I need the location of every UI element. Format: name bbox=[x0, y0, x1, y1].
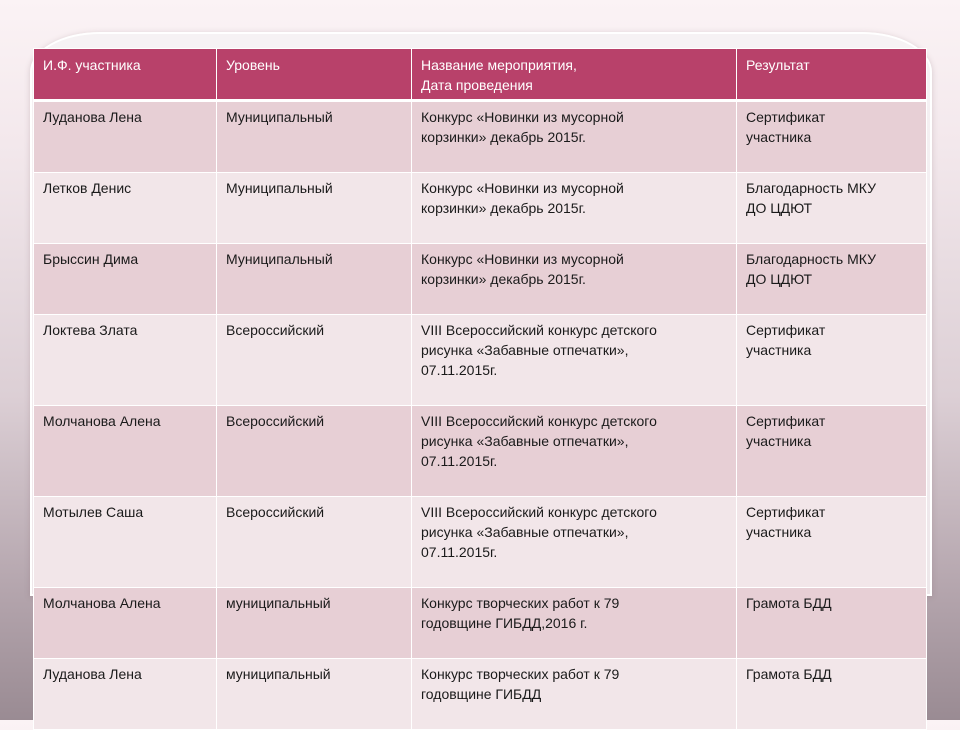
header-participant-name: И.Ф. участника bbox=[34, 49, 217, 101]
cell-participant-name: Молчанова Алена bbox=[34, 406, 217, 497]
cell-result-line: Сертификат bbox=[746, 413, 826, 429]
cell-event bbox=[412, 497, 737, 588]
cell-event-line: рисунка «Забавные отпечатки», bbox=[421, 524, 629, 540]
cell-participant-name: Луданова Лена bbox=[34, 101, 217, 173]
header-event-name-date bbox=[412, 49, 737, 101]
cell-result-line: участника bbox=[746, 129, 812, 145]
cell-participant-name: Локтева Злата bbox=[34, 315, 217, 406]
cell-result-line: Сертификат bbox=[746, 109, 826, 125]
cell-event-line: корзинки» декабрь 2015г. bbox=[421, 271, 586, 287]
cell-result bbox=[737, 497, 927, 588]
cell-level: Муниципальный bbox=[217, 101, 412, 173]
cell-participant-name: Мотылев Саша bbox=[34, 497, 217, 588]
cell-event bbox=[412, 173, 737, 244]
cell-level: муниципальный bbox=[217, 588, 412, 659]
cell-level: Муниципальный bbox=[217, 173, 412, 244]
cell-level: Всероссийский bbox=[217, 406, 412, 497]
cell-event-line: рисунка «Забавные отпечатки», bbox=[421, 433, 629, 449]
cell-result bbox=[737, 588, 927, 659]
cell-result bbox=[737, 173, 927, 244]
cell-result bbox=[737, 315, 927, 406]
table-row bbox=[34, 244, 927, 315]
awards-table-container bbox=[33, 48, 926, 702]
cell-result bbox=[737, 659, 927, 730]
cell-event bbox=[412, 101, 737, 173]
cell-participant-name: Брыссин Дима bbox=[34, 244, 217, 315]
cell-event-line: 07.11.2015г. bbox=[421, 544, 498, 560]
cell-event-line: VIII Всероссийский конкурс детского bbox=[421, 504, 657, 520]
awards-table bbox=[33, 48, 927, 730]
table-row bbox=[34, 315, 927, 406]
cell-level: Муниципальный bbox=[217, 244, 412, 315]
cell-result-line: Благодарность МКУ bbox=[746, 180, 876, 196]
cell-event-line: Конкурс творческих работ к 79 bbox=[421, 666, 620, 682]
cell-level: Всероссийский bbox=[217, 315, 412, 406]
cell-level: Всероссийский bbox=[217, 497, 412, 588]
cell-event bbox=[412, 244, 737, 315]
cell-result bbox=[737, 101, 927, 173]
cell-participant-name: Молчанова Алена bbox=[34, 588, 217, 659]
header-event-line-1: Название мероприятия, bbox=[421, 57, 577, 73]
cell-event-line: Конкурс «Новинки из мусорной bbox=[421, 251, 624, 267]
cell-event-line: VIII Всероссийский конкурс детского bbox=[421, 322, 657, 338]
cell-event bbox=[412, 406, 737, 497]
cell-event-line: Конкурс «Новинки из мусорной bbox=[421, 180, 624, 196]
cell-result-line: Грамота БДД bbox=[746, 666, 832, 682]
header-level: Уровень bbox=[217, 49, 412, 101]
cell-result-line: ДО ЦДЮТ bbox=[746, 271, 813, 287]
table-body bbox=[34, 101, 927, 730]
table-row bbox=[34, 406, 927, 497]
cell-result-line: Сертификат bbox=[746, 504, 826, 520]
cell-result-line: участника bbox=[746, 433, 812, 449]
table-row bbox=[34, 101, 927, 173]
table-header-row bbox=[34, 49, 927, 101]
cell-event-line: Конкурс творческих работ к 79 bbox=[421, 595, 620, 611]
cell-event-line: корзинки» декабрь 2015г. bbox=[421, 200, 586, 216]
header-result: Результат bbox=[737, 49, 927, 101]
cell-event bbox=[412, 315, 737, 406]
cell-event-line: рисунка «Забавные отпечатки», bbox=[421, 342, 629, 358]
cell-event-line: годовщине ГИБДД bbox=[421, 686, 542, 702]
cell-result-line: Благодарность МКУ bbox=[746, 251, 876, 267]
table-row bbox=[34, 173, 927, 244]
cell-event-line: годовщине ГИБДД,2016 г. bbox=[421, 615, 588, 631]
cell-event bbox=[412, 659, 737, 730]
cell-result-line: участника bbox=[746, 524, 812, 540]
cell-event-line: 07.11.2015г. bbox=[421, 362, 498, 378]
header-event-line-2: Дата проведения bbox=[421, 77, 533, 93]
cell-level: муниципальный bbox=[217, 659, 412, 730]
cell-result-line: Сертификат bbox=[746, 322, 826, 338]
cell-result bbox=[737, 406, 927, 497]
cell-participant-name: Летков Денис bbox=[34, 173, 217, 244]
cell-event-line: Конкурс «Новинки из мусорной bbox=[421, 109, 624, 125]
cell-result-line: ДО ЦДЮТ bbox=[746, 200, 813, 216]
cell-event-line: VIII Всероссийский конкурс детского bbox=[421, 413, 657, 429]
table-row bbox=[34, 659, 927, 730]
cell-event bbox=[412, 588, 737, 659]
cell-result-line: участника bbox=[746, 342, 812, 358]
cell-result-line: Грамота БДД bbox=[746, 595, 832, 611]
cell-event-line: 07.11.2015г. bbox=[421, 453, 498, 469]
cell-result bbox=[737, 244, 927, 315]
table-row bbox=[34, 588, 927, 659]
cell-participant-name: Луданова Лена bbox=[34, 659, 217, 730]
cell-event-line: корзинки» декабрь 2015г. bbox=[421, 129, 586, 145]
table-row bbox=[34, 497, 927, 588]
